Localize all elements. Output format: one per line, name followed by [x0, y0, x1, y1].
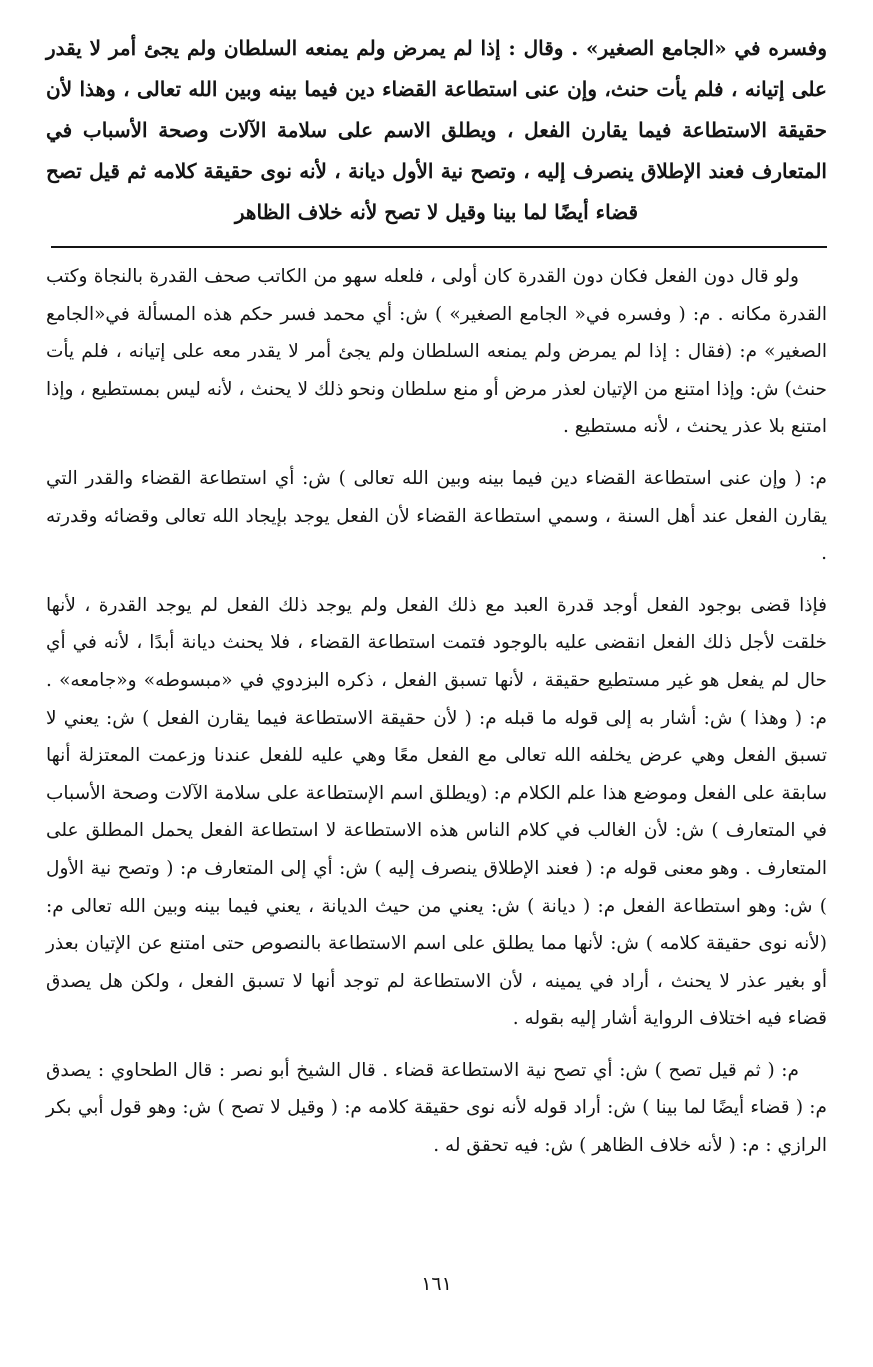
sharh-paragraph-2: م: ( وإن عنى استطاعة القضاء دين فيما بينه وبين الله تعالى ) ش: أي استطاعة القضاء والقدر التي يقارن الفعل عند أهل السنة ، وسمي استطاعة القضاء لأن الفعل يوجد بإيجاد الله تعالى وقضائه وقدرته .	[46, 467, 827, 565]
sharh-paragraph-1: ولو قال دون الفعل فكان دون القدرة كان أولى ، فلعله سهو من الكاتب صحف القدرة بالنجاة وكتب القدرة مكانه . م: ( وفسره في« الجامع الصغير» ) ش: أي محمد فسر حكم هذه المسألة في«الجامع الصغير» م: (فقال : إذا لم يمرض ولم يمنعه السلطان ولم يجئ أمر لا يقدر معه على إتيانه ، فلم يأت حنث) ش: وإذا امتنع من الإتيان لعذر مرض أو منع سلطان ونحو ذلك لا يحنث ، لأنه ليس بمستطيع ، وإذا امتنع بلا عذر يحنث ، لأنه مستطيع .	[46, 266, 827, 438]
page-number: ١٦١	[421, 1273, 452, 1295]
matn-text: وفسره في «الجامع الصغير» . وقال : إذا لم يمرض ولم يمنعه السلطان ولم يجئ أمر لا يقدر على إتيانه ، فلم يأت حنث، وإن عنى استطاعة القضاء دين فيما بينه وبين الله تعالى ، وهذا لأن حقيقة الاستطاعة فيما يقارن الفعل ، ويطلق الاسم على سلامة الآلات وصحة الأسباب في المتعارف فعند الإطلاق ينصرف إليه ، وتصح نية الأول ديانة ، لأنه نوى حقيقة كلامه ثم قيل تصح قضاء أيضًا لما بينا وقيل لا تصح لأنه خلاف الظاهر	[46, 36, 827, 224]
sharh-paragraph-3: فإذا قضى بوجود الفعل أوجد قدرة العبد مع ذلك الفعل ولم يوجد ذلك الفعل لم يوجد القدرة ، لأنها خلقت لأجل ذلك الفعل انقضى عليه بالوجود فتمت استطاعة القضاء ، فلا يحنث ديانة أبدًا ، لأنه في أي حال لم يفعل هو غير مستطيع حقيقة ، لأنها تسبق الفعل ، ذكره البزدوي في «مبسوطه» و«جامعه» . م: ( وهذا ) ش: أشار به إلى قوله ما قبله م: ( لأن حقيقة الاستطاعة فيما يقارن الفعل ) ش: يعني لا تسبق الفعل وهي عرض يخلفه الله تعالى مع الفعل معًا وهي عليه للفعل عندنا وزعمت المعتزلة أنها سابقة على الفعل وموضع هذا علم الكلام م: (ويطلق اسم الإستطاعة على سلامة الآلات وصحة الأسباب في المتعارف ) ش: لأن الغالب في كلام الناس هذه الاستطاعة لا استطاعة الفعل يحمل المطلق على المتعارف . وهو معنى قوله م: ( فعند الإطلاق ينصرف إليه ) ش: أي إلى المتعارف م: ( وتصح نية الأول ) ش: وهو استطاعة الفعل م: ( ديانة ) ش: يعني من حيث الديانة ، يعني فيما بينه وبين الله تعالى م: (لأنه نوى حقيقة كلامه ) ش: لأنها مما يطلق على اسم الاستطاعة بالنصوص حتى امتنع عن الإتيان بعذر أو بغير عذر لا يحنث ، أراد في يمينه ، لأن الاستطاعة لم توجد أنها لا تسبق الفعل ، ولكن هل يصدق قضاء فيه اختلاف الرواية أشار إليه بقوله .	[46, 594, 827, 1030]
matn-section	[46, 28, 827, 233]
book-page	[46, 28, 827, 1179]
sharh-paragraph-4: م: ( ثم قيل تصح ) ش: أي تصح نية الاستطاعة قضاء . قال الشيخ أبو نصر : قال الطحاوي : يصدق م: ( قضاء أيضًا لما بينا ) ش: أراد قوله لأنه نوى حقيقة كلامه م: ( وقيل لا تصح ) ش: وهو قول أبي بكر الرازي : م: ( لأنه خلاف الظاهر ) ش: فيه تحقق له .	[46, 1059, 827, 1157]
section-divider	[51, 246, 827, 248]
sharh-section	[46, 258, 827, 1165]
